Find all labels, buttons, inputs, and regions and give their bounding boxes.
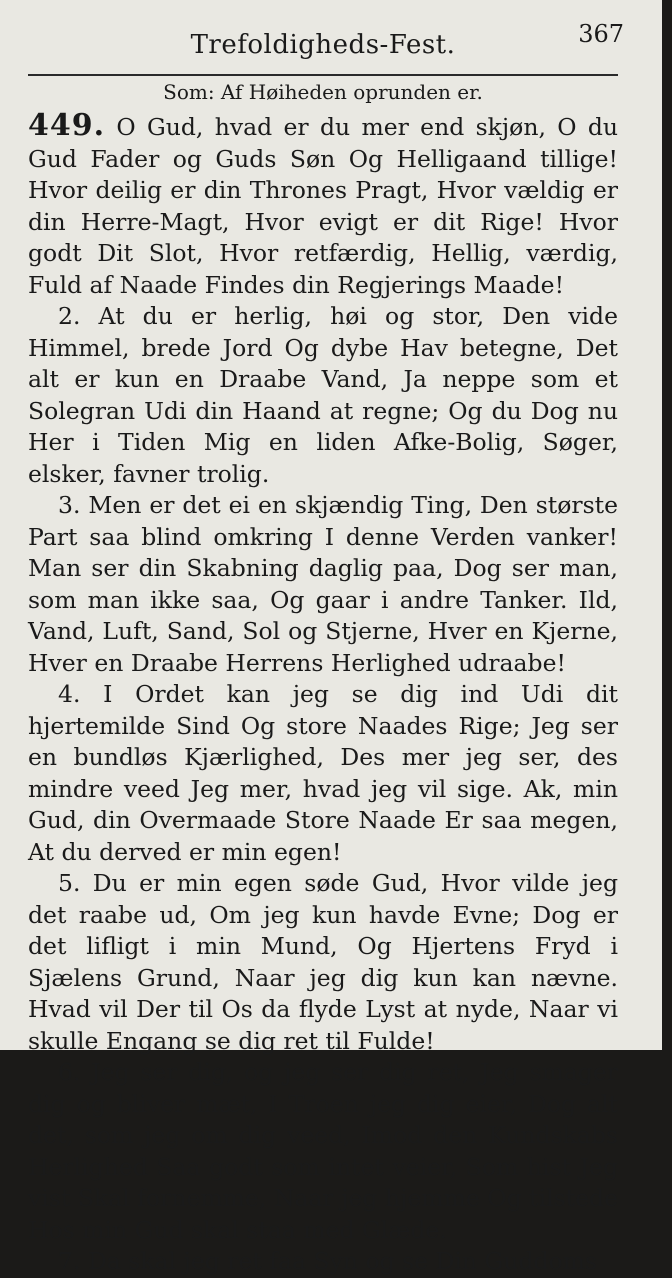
- melody-line: Som: Af Høiheden oprunden er.: [163, 80, 483, 104]
- verse-3: [28, 490, 618, 679]
- running-title: Trefoldigheds-Fest.: [190, 30, 456, 60]
- verse-number: 5.: [58, 869, 81, 897]
- verse-number: 6.: [58, 1058, 81, 1086]
- verse-1: [28, 110, 618, 301]
- verse-text: I Ordet kan jeg se dig ind Udi dit hjertemilde Sind Og store Naades Rige; Jeg ser en bundløs Kjærlighed, Des mer jeg ser, des mindre veed Jeg mer, hvad jeg vil sige. Ak, min Gud, din Overmaade Store Naade Er saa megen, At du derved er min egen!: [28, 680, 618, 866]
- verse-text: Da skal jeg ret faa Syn og se Din Guddoms: [87, 1247, 598, 1275]
- verse-number: 3.: [58, 491, 81, 519]
- verse-text: Jeg ser dig, og jeg ser dig ret, Jeg smager dig og bliver mæt, I Troen jeg dig eier, Dog alt det, som jeg om dig veed, Imod den Kundskabs Herlighed Saa godt som intet veier, Som hist Jeg vist Skal fornemme, Naar jeg hjemme Og tilstede Hos min Gud skal staa med Glæde.: [28, 1058, 618, 1244]
- hymn: [28, 110, 618, 1278]
- verse-2: [28, 301, 618, 490]
- verse-text: Men er det ei en skjændig Ting, Den største Part saa blind omkring I denne Verden vanker! Man ser din Skabning daglig paa, Dog ser man, som man ikke saa, Og gaar i andre Tanker. Ild, Vand, Luft, Sand, Sol og Stjerne, Hver en Kjerne, Hver en Draabe Herrens Herlighed udraabe!: [28, 491, 618, 677]
- verse-5: [28, 868, 618, 1057]
- hymn-number: 449.: [28, 108, 106, 143]
- header-rule: [28, 74, 618, 76]
- page-number: 367: [578, 20, 624, 48]
- verse-text: O Gud, hvad er du mer end skjøn, O du Gud Fader og Guds Søn Og Helligaand tillige! Hvor deilig er din Thrones Pragt, Hvor vældig er din Herre-Magt, Hvor evigt er dit Rige! Hvor godt Dit Slot, Hvor retfærdig, Hellig, værdig, Fuld af Naade Findes din Regjerings Maade!: [28, 113, 618, 299]
- verse-number: 4.: [58, 680, 81, 708]
- verse-number: 2.: [58, 302, 81, 330]
- verse-7: [28, 1246, 618, 1278]
- verse-6: [28, 1057, 618, 1246]
- verse-text: Du er min egen søde Gud, Hvor vilde jeg det raabe ud, Om jeg kun havde Evne; Dog er det lifligt i min Mund, Og Hjertens Fryd i Sjælens Grund, Naar jeg dig kun kan nævne. Hvad vil Der til Os da flyde Lyst at nyde, Naar vi skulle Engang se dig ret til Fulde!: [28, 869, 618, 1055]
- verse-number: 7.: [58, 1247, 81, 1275]
- page-header: [28, 18, 624, 62]
- verse-text: At du er herlig, høi og stor, Den vide Himmel, brede Jord Og dybe Hav betegne, Det alt er kun en Draabe Vand, Ja neppe som et Solegran Udi din Haand at regne; Og du Dog nu Her i Tiden Mig en liden Afke-Bolig, Søger, elsker, favner trolig.: [28, 302, 618, 488]
- verse-4: [28, 679, 618, 868]
